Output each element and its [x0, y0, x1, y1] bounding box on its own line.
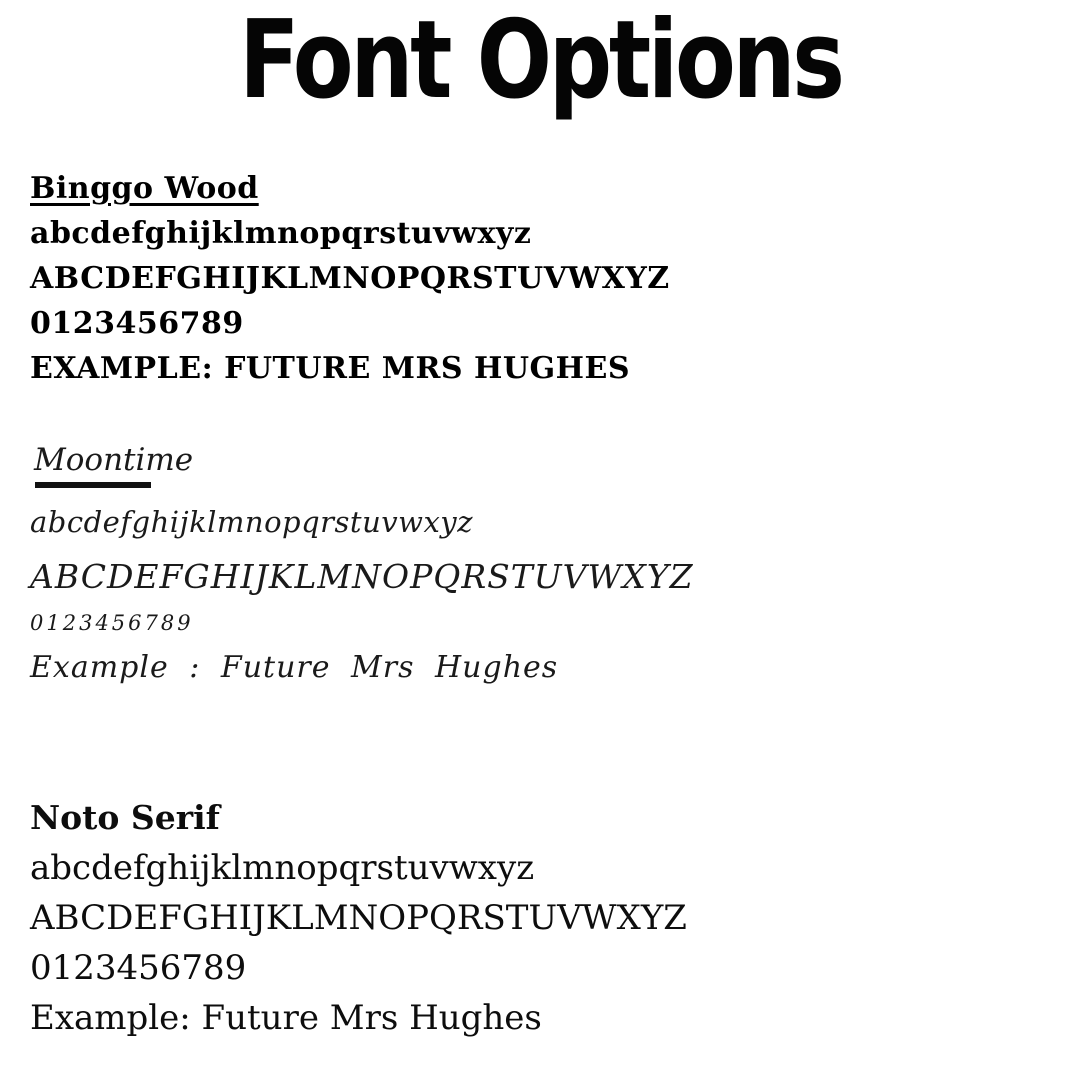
example-sample: Example: Future Mrs Hughes: [30, 998, 542, 1038]
page-title-container: [0, 0, 1080, 123]
font-name: Noto Serif: [30, 798, 220, 837]
page-title: Font Options: [238, 0, 842, 123]
lowercase-sample: abcdefghijklmnopqrstuvwxyz: [30, 848, 535, 888]
font-section-moontime: [30, 441, 1060, 696]
uppercase-sample: ABCDEFGHIJKLMNOPQRSTUVWXYZ: [30, 557, 694, 596]
example-sample: EXAMPLE: FUTURE MRS HUGHES: [30, 351, 631, 386]
font-name: Moontime: [34, 442, 194, 478]
font-section-noto-serif: [30, 793, 1060, 1043]
lowercase-sample: abcdefghijklmnopqrstuvwxyz: [30, 505, 473, 539]
font-name: Binggo Wood: [30, 171, 259, 206]
digits-sample: 0123456789: [30, 611, 194, 635]
digits-sample: 0123456789: [30, 948, 247, 988]
uppercase-sample: ABCDEFGHIJKLMNOPQRSTUVWXYZ: [30, 261, 670, 296]
font-section-binggo-wood: [30, 166, 1060, 391]
moontime-underline-bar: [35, 482, 151, 488]
lowercase-sample: abcdefghijklmnopqrstuvwxyz: [30, 216, 532, 251]
uppercase-sample: ABCDEFGHIJKLMNOPQRSTUVWXYZ: [30, 898, 687, 938]
digits-sample: 0123456789: [30, 306, 244, 341]
example-sample: Example : Future Mrs Hughes: [30, 650, 559, 685]
